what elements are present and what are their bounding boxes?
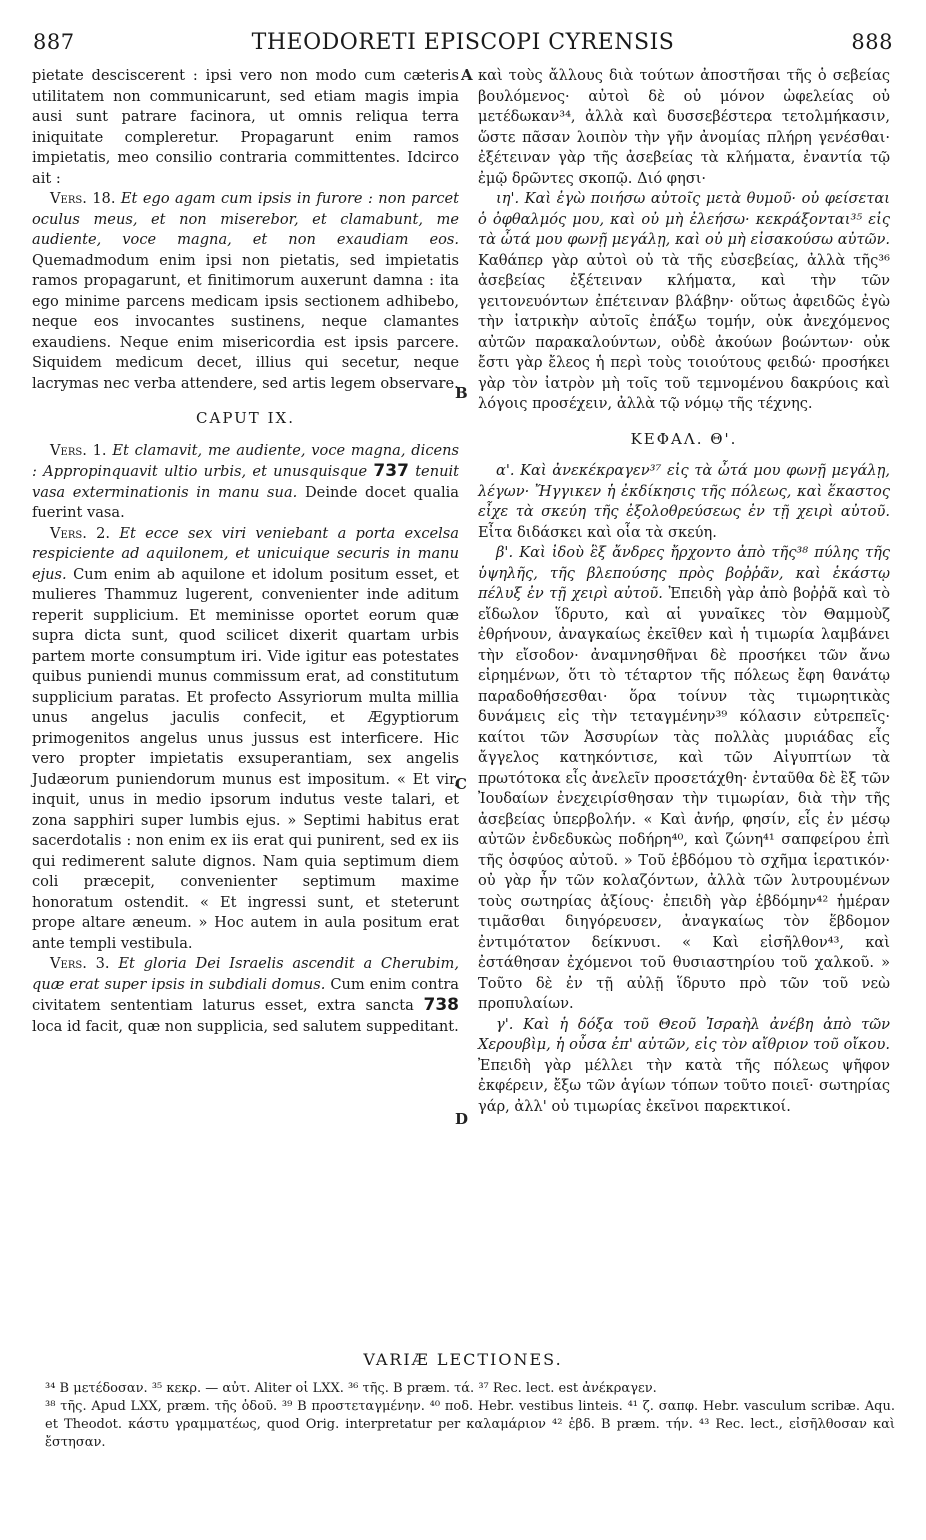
verse-text: γ'. Καὶ ἡ δόξα τοῦ Θεοῦ Ἰσραὴλ ἀνέβη ἀπὸ τῶν Χερουβὶμ, ἡ οὖσα ἐπ' αὐτῶν, εἰς τὸν αἴθριον τοῦ οἴκου.	[478, 1015, 890, 1053]
column-number: 738	[423, 995, 459, 1015]
latin-verse-2	[32, 524, 459, 955]
latin-paragraph: pietate desciscerent : ipsi vero non modo cum cæteris utilitatem non communicarunt, sed etiam magis impia ausi sunt patrare facinora, ut omnis reliqua terra iniquitate compleretur. Propagarunt enim ramos impietatis, meo consilio contraria committentes. Idcirco ait :	[32, 67, 459, 187]
commentary-text: loca id facit, quæ non supplicia, sed salutem suppeditant.	[32, 1017, 459, 1035]
greek-column	[478, 66, 890, 1117]
commentary-text: Ἐπειδὴ γὰρ ἀπὸ βοῤῥᾶ καὶ τὸ εἴδωλον ἵδρυτο, καὶ αἱ γυναῖκες τὸν Θαμμοὺζ ἐθρήνουν, ἀναγκαίως ἐκεῖθεν καὶ ἡ τιμωρία λαμβάνει τὴν εἴσοδον· ἀναμνησθῆναι δὲ προσήκει τῶν ἄνω εἰρημένων, ὅτι τὸ τέταρτον τῆς πόλεως ἔφη θανάτῳ παραδοθήσεσθαι· ὅρα τοίνυν τὰς τιμωρητικὰς δυνάμεις εἰς τὴν τεταγμένην³⁹ κόλασιν εὐτρεπεῖς· καίτοι τῶν Ἀσσυρίων τὰς πολλὰς μυριάδας εἷς ἄγγελος κατηκόντισε, καὶ τῶν Αἰγυπτίων τὰ πρωτότοκα εἷς ἀνελεῖν προσετάχθη· ἐνταῦθα δὲ ἓξ τῶν Ἰουδαίων ἐνεχειρίσθησαν τὴν τιμωρίαν, διὰ τὴν τῆς ἀσεβείας ὑπερβολήν. « Καὶ ἀνήρ, φησίν, εἷς ἐν μέσῳ αὐτῶν ἐνδεδυκὼς ποδήρη⁴⁰, καὶ ζώνη⁴¹ σαπφείρου ἐπὶ τῆς ὀσφύος αὐτοῦ. » Τοῦ ἑβδόμου τὸ σχῆμα ἱερατικόν· οὐ γὰρ ἦν τῶν κολαζόντων, ἀλλὰ τῶν λυτρουμένων τοὺς σωτηρίας ἀξίους· ἐπειδὴ γὰρ ἑβδόμην⁴² ἡμέραν τιμᾶσθαι διηγόρευσεν, ἀναγκαίως τὸν ἕβδομον ἐντιμότατον δείκνυσι. « Καὶ εἰσῆλθον⁴³, καὶ ἐστάθησαν ἐχόμενοι τοῦ θυσιαστηρίου τοῦ χαλκοῦ. » Τοῦτο δὲ ἐν τῇ αὐλῇ ἵδρυτο πρὸ τῶν τοῦ νεὼ προπυλαίων.	[478, 585, 891, 1012]
greek-verse-2	[478, 543, 890, 1015]
column-number: 737	[373, 461, 409, 481]
verse-label: Vers. 1.	[50, 441, 107, 459]
verse-label: Vers. 18.	[50, 190, 116, 207]
margin-mark-a: A	[461, 66, 473, 84]
greek-verse-3	[478, 1015, 890, 1118]
verse-text: β'. Καὶ ἰδοὺ ἓξ ἄνδρες ἤρχοντο ἀπὸ τῆς³⁸ πύλης τῆς ὑψηλῆς, τῆς βλεπούσης πρὸς βοῤῥᾶν, καὶ ἑκάστῳ πέλυξ ἐν τῇ χειρὶ αὐτοῦ.	[478, 544, 890, 602]
latin-verse-18	[32, 189, 459, 394]
margin-mark-c: C	[455, 775, 467, 793]
footnote-line: ³⁴ B μετέδοσαν. ³⁵ κεκρ. — αὐτ. Aliter οἱ LXX. ³⁶ τῆς. B præm. τά. ³⁷ Rec. lect. est ἀνέκραγεν.	[45, 1381, 657, 1396]
footnote-line: ³⁸ τῆς. Apud LXX, præm. τῆς ὁδοῦ. ³⁹ B προστεταγμένην. ⁴⁰ ποδ. Hebr. vestibus linteis. ⁴¹ ζ. σαπφ. Hebr. vasculum scribæ. Aqu. et Theodot. κάστυ γραμματέως, quod Orig. interpretatur per καλαμάριον ⁴² ἑβδ. B præm. τήν. ⁴³ Rec. lect., εἰσῆλθοσαν καὶ ἔστησαν.	[45, 1399, 895, 1450]
verse-text: α'. Καὶ ἀνεκέκραγεν³⁷ εἰς τὰ ὦτά μου φωνῇ μεγάλῃ, λέγων· Ἤγγικεν ἡ ἐκδίκησις τῆς πόλεως, καὶ ἕκαστος εἶχε τὰ σκεύη τῆς ἐξολοθρεύσεως ἐν τῇ χειρὶ αὐτοῦ.	[478, 462, 890, 520]
verse-text: Et clamavit, me audiente, voce magna, dicens : Appropinquavit ultio urbis, et unusquisque	[32, 441, 460, 480]
commentary-text: Cum enim contra civitatem sententiam laturus esset, extra sancta	[32, 975, 460, 1014]
commentary-text: Quemadmodum enim ipsi non pietatis, sed impietatis ramos propagarunt, et finitimorum auxerunt damna : ita ego minime parcens medicam ipsis sectionem adhibebo, neque eos invocantes sustinens, neque clamantes exaudiens. Neque enim misericordia est ipsis parcere. Siquidem medicum decet, illius qui secetur, neque lacrymas nec verba attendere, sed artis legem observare.	[32, 251, 459, 392]
page-header	[0, 30, 926, 58]
page-number-right: 888	[851, 30, 893, 54]
kephalaion-heading: ΚΕΦΑΛ. Θ'.	[630, 429, 738, 448]
verse-text: tenuit vasa exterminationis in manu sua.	[32, 463, 460, 501]
caput-heading: CAPUT IX.	[196, 409, 295, 427]
commentary-text: Deinde docet qualia fuerint vasa.	[32, 483, 459, 521]
greek-verse-1	[478, 461, 890, 543]
verse-text: Et ego agam cum ipsis in furore : non parcet oculus meus, et non miserebor, et clamabunt, me audiente, voce magna, et non exaudiam eos.	[32, 190, 459, 248]
verse-text: ιη'. Καὶ ἐγὼ ποιήσω αὐτοῖς μετὰ θυμοῦ· οὐ φείσεται ὁ ὀφθαλμός μου, καὶ οὐ μὴ ἐλεήσω· κεκράξονται³⁵ εἰς τὰ ὦτά μου φωνῇ μεγάλῃ, καὶ οὐ μὴ εἰσακούσω αὐτῶν.	[478, 190, 890, 248]
greek-paragraph: καὶ τοὺς ἄλλους διὰ τούτων ἀποστῆσαι τῆς ὁ σεβείας βουλόμενος· αὐτοὶ δὲ οὐ μόνον ὠφελείας οὐ μετέδωκαν³⁴, ἀλλὰ καὶ δυσσεβέστερα τετολμήκασιν, ὥστε πᾶσαν λοιπὸν τὴν γῆν ἀνομίας πλήρη γενέσθαι· ἐξέτειναν γὰρ τῆς ἀσεβείας τὰ κλήματα, ἐναντία τῷ ἐμῷ δρῶντες σκοπῷ. Διό φησι·	[478, 67, 890, 187]
verse-label: Vers. 2.	[50, 524, 111, 542]
verse-text: Et gloria Dei Israelis ascendit a Cherubim, quæ erat super ipsis in subdiali domus.	[32, 955, 459, 993]
commentary-text: Καθάπερ γὰρ αὐτοὶ οὐ τὰ τῆς εὐσεβείας, ἀλλὰ τῆς³⁶ ἀσεβείας ἐξέτειναν κλήματα, καὶ τὴν τῶν γειτονευόντων ἐπέτειναν βλάβην· οὕτως ἀφειδῶς ἐγὼ τὴν ἰατρικὴν αὐτοῖς ἐπάξω τομήν, οὐκ ἀνεχόμενος αὐτῶν παρακαλούντων, οὐδὲ ἀκούων βοώντων· οὐκ ἔστι γὰρ ἔλεος ἡ περὶ τοὺς τοιούτους φειδώ· προσήκει γὰρ τὸν ἰατρὸν μὴ τοῖς τοῦ τεμνομένου δακρύοις καὶ λόγοις προσέχειν, ἀλλὰ τῷ νόμῳ τῆς τέχνης.	[478, 251, 890, 412]
latin-column	[32, 66, 459, 1037]
margin-mark-b: B	[455, 384, 468, 402]
commentary-text: Εἶτα διδάσκει καὶ οἷα τὰ σκεύη.	[478, 523, 717, 541]
greek-verse-18	[478, 189, 890, 415]
margin-mark-d: D	[455, 1110, 469, 1128]
commentary-text: Ἐπειδὴ γὰρ μέλλει τὴν κατὰ τῆς πόλεως ψῆφον ἐκφέρειν, ἔξω τῶν ἁγίων τόπων τοῦτο ποιεῖ· σωτηρίας γάρ, ἀλλ' οὐ τιμωρίας ἐκεῖνοι παρεκτικοί.	[478, 1056, 890, 1115]
commentary-text: Cum enim ab aquilone et idolum positum esset, et mulieres Thammuz lugerent, convenienter inde aditum reperit supplicium. Et meminisse oportet eorum quæ supra dicta sunt, quod scilicet dixerit quartam urbis partem morte consumptum iri. Vide igitur eas potestates quibus puniendi munus commissum erat, ad constitutum supplicium paratas. Et profecto Assyriorum multa millia unus angelus jaculis confecit, et Ægyptiorum primogenitos angelus unus jussus est interficere. Hic vero propter impietatis exsuperantiam, sex angelis Judæorum puniendorum munus est impositum. « Et vir, inquit, unus in medio ipsorum indutus veste talari, et zona sapphiri super lumbis ejus. » Septimi habitus erat sacerdotalis : non enim ex iis erat qui punirent, sed ex iis qui redimerent salute dignos. Nam quia septimum diem coli præcepit, convenienter septimum maxime honoratum ostendit. « Et ingressi sunt, et steterunt prope altare æneum. » Hoc autem in aula positum erat ante templi vestibula.	[32, 565, 460, 952]
variae-lectiones-notes	[45, 1380, 895, 1452]
latin-verse-1	[32, 441, 459, 524]
running-title: THEODORETI EPISCOPI CYRENSIS	[251, 30, 675, 55]
page-number-left: 887	[33, 30, 75, 54]
verse-text: Et ecce sex viri veniebant a porta excelsa respiciente ad aquilonem, et unicuique securis in manu ejus.	[32, 524, 459, 583]
latin-verse-3	[32, 954, 459, 1037]
variae-lectiones-heading: VARIÆ LECTIONES.	[363, 1350, 563, 1369]
verse-label: Vers. 3.	[50, 955, 110, 972]
